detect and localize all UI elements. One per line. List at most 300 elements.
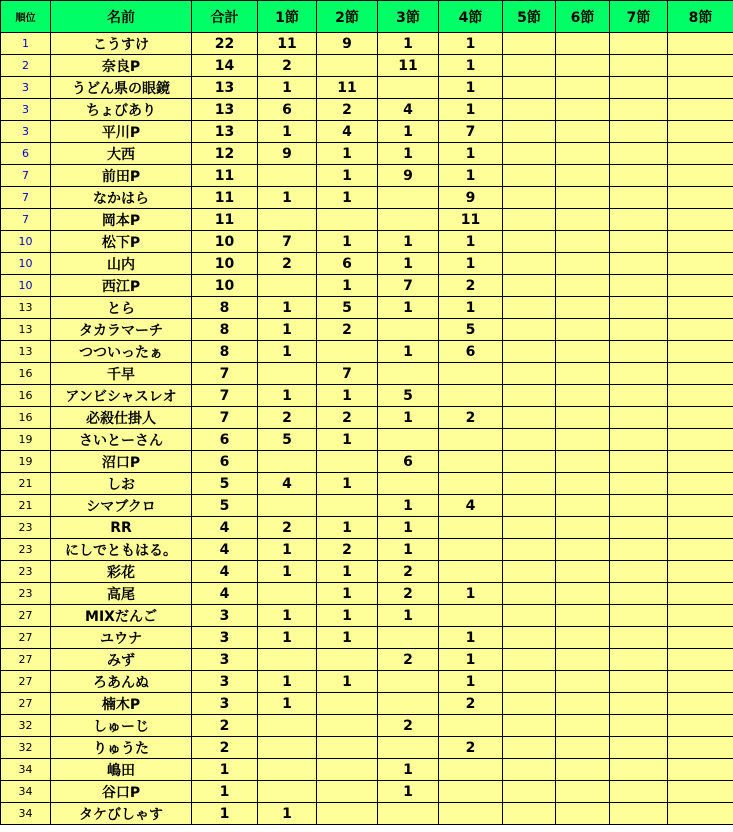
round-4-cell: 1 (439, 297, 503, 319)
round-7-cell (610, 319, 668, 341)
ranking-body (1, 33, 733, 825)
name-cell: 岡本P (51, 209, 192, 231)
name-cell: さいとーさん (51, 429, 192, 451)
round-8-cell (668, 297, 733, 319)
name-cell: 山内 (51, 253, 192, 275)
name-cell: 松下P (51, 231, 192, 253)
rank-cell: 7 (1, 187, 51, 209)
round-2-cell: 2 (317, 319, 378, 341)
round-4-cell: 2 (439, 737, 503, 759)
round-8-cell (668, 583, 733, 605)
round-4-cell (439, 385, 503, 407)
rank-cell: 3 (1, 99, 51, 121)
table-row (1, 297, 733, 319)
round-3-cell: 2 (378, 649, 439, 671)
round-6-cell (556, 121, 610, 143)
round-2-cell (317, 693, 378, 715)
rank-cell: 7 (1, 165, 51, 187)
table-row (1, 803, 733, 825)
round-7-cell (610, 803, 668, 825)
total-cell: 4 (192, 561, 258, 583)
total-cell: 3 (192, 671, 258, 693)
round-1-cell: 1 (258, 341, 317, 363)
rank-cell: 16 (1, 363, 51, 385)
round-7-cell (610, 671, 668, 693)
round-8-cell (668, 143, 733, 165)
round-1-cell: 1 (258, 121, 317, 143)
total-cell: 2 (192, 737, 258, 759)
round-6-cell (556, 407, 610, 429)
round-8-cell (668, 759, 733, 781)
table-row (1, 473, 733, 495)
round-4-cell: 2 (439, 275, 503, 297)
round-5-cell (503, 55, 556, 77)
header-round-7: 7節 (610, 1, 668, 33)
rank-cell: 23 (1, 583, 51, 605)
total-cell: 5 (192, 473, 258, 495)
name-cell: みず (51, 649, 192, 671)
name-cell: にしでともはる。 (51, 539, 192, 561)
total-cell: 13 (192, 99, 258, 121)
round-8-cell (668, 539, 733, 561)
table-row (1, 187, 733, 209)
round-8-cell (668, 627, 733, 649)
round-4-cell (439, 473, 503, 495)
round-8-cell (668, 55, 733, 77)
table-row (1, 121, 733, 143)
round-2-cell (317, 55, 378, 77)
round-8-cell (668, 99, 733, 121)
total-cell: 10 (192, 231, 258, 253)
name-cell: 千早 (51, 363, 192, 385)
round-7-cell (610, 209, 668, 231)
round-8-cell (668, 473, 733, 495)
round-3-cell: 1 (378, 341, 439, 363)
name-cell: タカラマーチ (51, 319, 192, 341)
round-4-cell: 6 (439, 341, 503, 363)
round-2-cell: 2 (317, 407, 378, 429)
rank-cell: 10 (1, 231, 51, 253)
round-1-cell (258, 451, 317, 473)
round-3-cell: 7 (378, 275, 439, 297)
round-7-cell (610, 627, 668, 649)
round-2-cell: 1 (317, 561, 378, 583)
round-7-cell (610, 759, 668, 781)
total-cell: 4 (192, 583, 258, 605)
round-5-cell (503, 253, 556, 275)
round-3-cell: 9 (378, 165, 439, 187)
round-4-cell (439, 759, 503, 781)
total-cell: 13 (192, 77, 258, 99)
round-6-cell (556, 319, 610, 341)
name-cell: 沼口P (51, 451, 192, 473)
round-5-cell (503, 297, 556, 319)
rank-cell: 32 (1, 737, 51, 759)
round-7-cell (610, 517, 668, 539)
name-cell: 嶋田 (51, 759, 192, 781)
rank-cell: 23 (1, 517, 51, 539)
name-cell: 必殺仕掛人 (51, 407, 192, 429)
name-cell: こうすけ (51, 33, 192, 55)
header-round-4: 4節 (439, 1, 503, 33)
round-6-cell (556, 671, 610, 693)
round-3-cell: 1 (378, 231, 439, 253)
round-5-cell (503, 539, 556, 561)
rank-cell: 2 (1, 55, 51, 77)
header-round-2: 2節 (317, 1, 378, 33)
round-8-cell (668, 649, 733, 671)
name-cell: 彩花 (51, 561, 192, 583)
round-1-cell: 9 (258, 143, 317, 165)
round-2-cell: 9 (317, 33, 378, 55)
round-6-cell (556, 429, 610, 451)
round-7-cell (610, 561, 668, 583)
rank-cell: 13 (1, 297, 51, 319)
rank-cell: 19 (1, 429, 51, 451)
round-3-cell: 4 (378, 99, 439, 121)
round-2-cell: 1 (317, 473, 378, 495)
rank-cell: 7 (1, 209, 51, 231)
round-1-cell: 2 (258, 253, 317, 275)
round-5-cell (503, 407, 556, 429)
round-5-cell (503, 803, 556, 825)
round-5-cell (503, 231, 556, 253)
round-1-cell: 1 (258, 627, 317, 649)
round-2-cell: 1 (317, 583, 378, 605)
total-cell: 8 (192, 297, 258, 319)
total-cell: 6 (192, 451, 258, 473)
rank-cell: 1 (1, 33, 51, 55)
round-2-cell: 2 (317, 99, 378, 121)
round-6-cell (556, 627, 610, 649)
round-8-cell (668, 429, 733, 451)
table-row (1, 495, 733, 517)
round-7-cell (610, 275, 668, 297)
total-cell: 6 (192, 429, 258, 451)
name-cell: MIXだんご (51, 605, 192, 627)
rank-cell: 21 (1, 495, 51, 517)
total-cell: 12 (192, 143, 258, 165)
round-5-cell (503, 429, 556, 451)
round-3-cell: 1 (378, 33, 439, 55)
round-5-cell (503, 363, 556, 385)
round-4-cell: 1 (439, 33, 503, 55)
rank-cell: 27 (1, 671, 51, 693)
table-row (1, 165, 733, 187)
round-4-cell: 7 (439, 121, 503, 143)
round-1-cell: 6 (258, 99, 317, 121)
round-3-cell (378, 429, 439, 451)
round-3-cell (378, 319, 439, 341)
round-5-cell (503, 649, 556, 671)
round-4-cell: 1 (439, 253, 503, 275)
table-row (1, 715, 733, 737)
round-8-cell (668, 275, 733, 297)
round-4-cell: 1 (439, 77, 503, 99)
name-cell: しゅーじ (51, 715, 192, 737)
round-4-cell (439, 539, 503, 561)
table-row (1, 77, 733, 99)
round-8-cell (668, 605, 733, 627)
round-3-cell: 1 (378, 297, 439, 319)
round-5-cell (503, 737, 556, 759)
round-2-cell: 6 (317, 253, 378, 275)
round-2-cell: 11 (317, 77, 378, 99)
round-5-cell (503, 627, 556, 649)
round-5-cell (503, 33, 556, 55)
round-7-cell (610, 583, 668, 605)
round-8-cell (668, 737, 733, 759)
round-3-cell: 1 (378, 407, 439, 429)
round-7-cell (610, 297, 668, 319)
round-1-cell (258, 759, 317, 781)
round-6-cell (556, 781, 610, 803)
round-4-cell: 1 (439, 231, 503, 253)
round-1-cell: 1 (258, 605, 317, 627)
round-2-cell (317, 759, 378, 781)
round-6-cell (556, 803, 610, 825)
round-6-cell (556, 583, 610, 605)
round-3-cell (378, 803, 439, 825)
round-1-cell: 11 (258, 33, 317, 55)
round-7-cell (610, 253, 668, 275)
round-7-cell (610, 187, 668, 209)
total-cell: 4 (192, 517, 258, 539)
table-row (1, 583, 733, 605)
total-cell: 4 (192, 539, 258, 561)
name-cell: なかはら (51, 187, 192, 209)
table-row (1, 143, 733, 165)
round-8-cell (668, 33, 733, 55)
round-7-cell (610, 715, 668, 737)
round-5-cell (503, 209, 556, 231)
round-6-cell (556, 451, 610, 473)
round-4-cell (439, 517, 503, 539)
round-5-cell (503, 121, 556, 143)
round-6-cell (556, 605, 610, 627)
rank-cell: 19 (1, 451, 51, 473)
total-cell: 3 (192, 649, 258, 671)
round-4-cell: 1 (439, 649, 503, 671)
rank-cell: 32 (1, 715, 51, 737)
name-cell: とら (51, 297, 192, 319)
round-6-cell (556, 517, 610, 539)
round-7-cell (610, 385, 668, 407)
round-2-cell: 1 (317, 231, 378, 253)
round-4-cell (439, 605, 503, 627)
header-total: 合計 (192, 1, 258, 33)
rank-cell: 27 (1, 627, 51, 649)
round-6-cell (556, 209, 610, 231)
round-6-cell (556, 495, 610, 517)
name-cell: りゅうた (51, 737, 192, 759)
round-5-cell (503, 715, 556, 737)
round-1-cell: 1 (258, 77, 317, 99)
round-1-cell (258, 781, 317, 803)
name-cell: 楠木P (51, 693, 192, 715)
round-7-cell (610, 539, 668, 561)
round-6-cell (556, 253, 610, 275)
round-1-cell: 5 (258, 429, 317, 451)
table-row (1, 539, 733, 561)
total-cell: 10 (192, 275, 258, 297)
round-1-cell (258, 363, 317, 385)
round-3-cell: 1 (378, 759, 439, 781)
round-2-cell (317, 451, 378, 473)
round-2-cell: 5 (317, 297, 378, 319)
rank-cell: 3 (1, 121, 51, 143)
round-4-cell: 9 (439, 187, 503, 209)
round-2-cell: 1 (317, 165, 378, 187)
table-row (1, 407, 733, 429)
round-6-cell (556, 187, 610, 209)
round-1-cell: 1 (258, 693, 317, 715)
round-5-cell (503, 385, 556, 407)
table-row (1, 517, 733, 539)
round-8-cell (668, 231, 733, 253)
round-8-cell (668, 165, 733, 187)
round-2-cell: 1 (317, 187, 378, 209)
total-cell: 11 (192, 165, 258, 187)
round-5-cell (503, 165, 556, 187)
round-1-cell: 1 (258, 803, 317, 825)
round-4-cell: 1 (439, 671, 503, 693)
round-5-cell (503, 517, 556, 539)
table-row (1, 319, 733, 341)
table-row (1, 341, 733, 363)
round-8-cell (668, 715, 733, 737)
name-cell: つついったぁ (51, 341, 192, 363)
round-7-cell (610, 781, 668, 803)
round-4-cell: 4 (439, 495, 503, 517)
rank-cell: 3 (1, 77, 51, 99)
rank-cell: 16 (1, 385, 51, 407)
round-2-cell: 1 (317, 605, 378, 627)
round-7-cell (610, 363, 668, 385)
round-5-cell (503, 143, 556, 165)
round-7-cell (610, 693, 668, 715)
round-7-cell (610, 451, 668, 473)
round-6-cell (556, 165, 610, 187)
round-7-cell (610, 99, 668, 121)
header-round-3: 3節 (378, 1, 439, 33)
rank-cell: 21 (1, 473, 51, 495)
round-6-cell (556, 473, 610, 495)
round-1-cell: 1 (258, 671, 317, 693)
rank-cell: 34 (1, 759, 51, 781)
round-5-cell (503, 671, 556, 693)
round-5-cell (503, 451, 556, 473)
round-8-cell (668, 495, 733, 517)
total-cell: 8 (192, 341, 258, 363)
round-5-cell (503, 561, 556, 583)
round-1-cell: 4 (258, 473, 317, 495)
round-2-cell (317, 803, 378, 825)
name-cell: タケびしゃす (51, 803, 192, 825)
round-3-cell: 11 (378, 55, 439, 77)
round-7-cell (610, 473, 668, 495)
table-row (1, 33, 733, 55)
rank-cell: 23 (1, 539, 51, 561)
total-cell: 7 (192, 385, 258, 407)
round-7-cell (610, 55, 668, 77)
round-4-cell (439, 429, 503, 451)
round-4-cell: 1 (439, 627, 503, 649)
round-3-cell (378, 187, 439, 209)
round-4-cell (439, 781, 503, 803)
round-4-cell (439, 803, 503, 825)
rank-cell: 27 (1, 649, 51, 671)
round-8-cell (668, 341, 733, 363)
header-round-5: 5節 (503, 1, 556, 33)
round-7-cell (610, 737, 668, 759)
round-3-cell (378, 209, 439, 231)
total-cell: 14 (192, 55, 258, 77)
round-7-cell (610, 165, 668, 187)
header-row (1, 1, 733, 33)
round-6-cell (556, 231, 610, 253)
total-cell: 10 (192, 253, 258, 275)
round-5-cell (503, 759, 556, 781)
round-3-cell: 1 (378, 121, 439, 143)
total-cell: 1 (192, 803, 258, 825)
round-6-cell (556, 737, 610, 759)
round-4-cell: 1 (439, 99, 503, 121)
round-3-cell (378, 77, 439, 99)
name-cell: 高尾 (51, 583, 192, 605)
round-7-cell (610, 407, 668, 429)
round-1-cell: 7 (258, 231, 317, 253)
name-cell: 奈良P (51, 55, 192, 77)
total-cell: 1 (192, 759, 258, 781)
round-1-cell: 1 (258, 539, 317, 561)
round-7-cell (610, 605, 668, 627)
round-6-cell (556, 363, 610, 385)
round-3-cell: 1 (378, 781, 439, 803)
table-row (1, 209, 733, 231)
round-8-cell (668, 517, 733, 539)
name-cell: RR (51, 517, 192, 539)
table-row (1, 55, 733, 77)
round-4-cell (439, 715, 503, 737)
rank-cell: 13 (1, 341, 51, 363)
rank-cell: 13 (1, 319, 51, 341)
rank-cell: 10 (1, 253, 51, 275)
rank-cell: 6 (1, 143, 51, 165)
round-5-cell (503, 781, 556, 803)
round-7-cell (610, 143, 668, 165)
name-cell: 谷口P (51, 781, 192, 803)
round-2-cell: 2 (317, 539, 378, 561)
round-7-cell (610, 121, 668, 143)
header-round-1: 1節 (258, 1, 317, 33)
header-round-6: 6節 (556, 1, 610, 33)
round-8-cell (668, 363, 733, 385)
round-1-cell: 1 (258, 561, 317, 583)
name-cell: アンビシャスレオ (51, 385, 192, 407)
name-cell: 西江P (51, 275, 192, 297)
round-4-cell: 1 (439, 165, 503, 187)
table-row (1, 451, 733, 473)
name-cell: シマブクロ (51, 495, 192, 517)
round-7-cell (610, 341, 668, 363)
round-8-cell (668, 77, 733, 99)
name-cell: 前田P (51, 165, 192, 187)
round-6-cell (556, 385, 610, 407)
round-1-cell: 2 (258, 407, 317, 429)
round-8-cell (668, 187, 733, 209)
round-4-cell: 1 (439, 55, 503, 77)
